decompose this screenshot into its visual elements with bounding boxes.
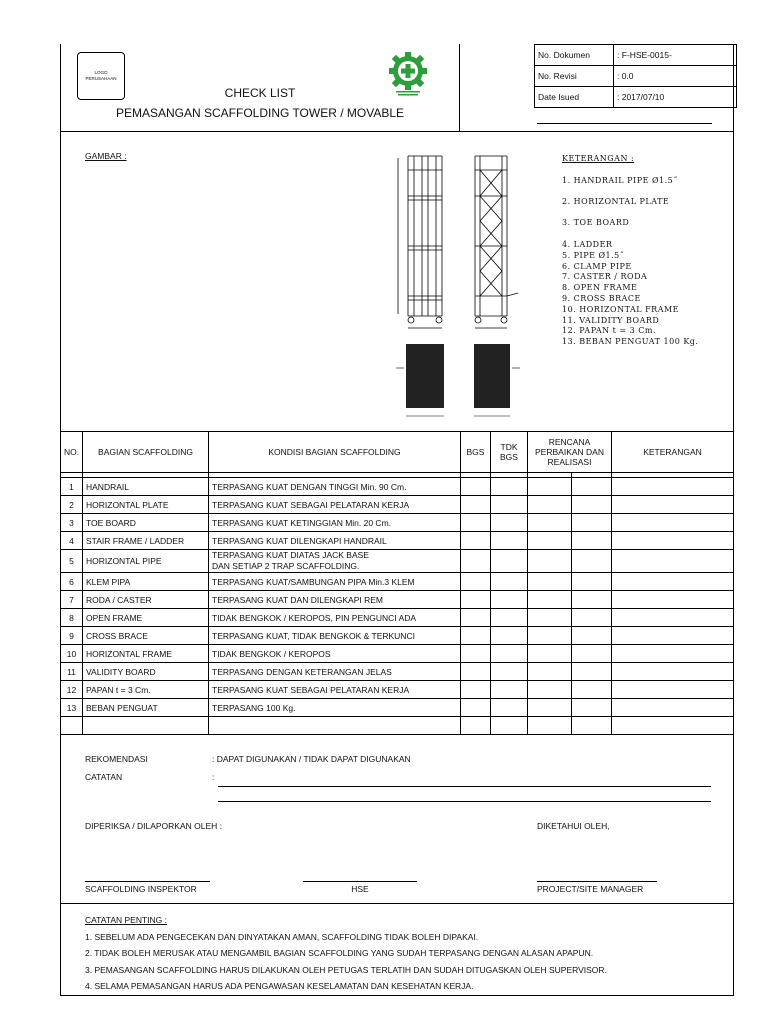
catatan-penting-item-2: 2. TIDAK BOLEH MERUSAK ATAU MENGAMBIL BAGIAN SCAFFOLDING YANG SUDAH TERPASANG DENGAN ALASAN APAPUN. xyxy=(85,948,594,958)
col-header-tdk: TDK xyxy=(500,442,518,452)
table-row xyxy=(61,699,734,717)
row-realisasi[interactable] xyxy=(572,496,612,514)
col-header-rencana xyxy=(528,432,612,473)
table-row xyxy=(61,478,734,496)
row-keterangan[interactable] xyxy=(612,496,734,514)
table-row xyxy=(61,550,734,573)
manager-label: PROJECT/SITE MANAGER xyxy=(537,884,644,894)
row-tdk-bgs-checkbox[interactable] xyxy=(491,663,528,681)
table-row xyxy=(61,514,734,532)
row-bgs-checkbox[interactable] xyxy=(461,609,491,627)
row-kondisi: TERPASANG KUAT SEBAGAI PELATARAN KERJA xyxy=(209,496,461,514)
catatan-colon: : xyxy=(212,772,215,782)
row-number: 6 xyxy=(61,573,83,591)
table-row xyxy=(61,645,734,663)
row-bgs-checkbox[interactable] xyxy=(461,591,491,609)
row-bgs-checkbox[interactable] xyxy=(461,681,491,699)
row-bgs-checkbox[interactable] xyxy=(461,663,491,681)
row-kondisi: TIDAK BENGKOK / KEROPOS, PIN PENGUNCI ADA xyxy=(209,609,461,627)
catatan-penting-title: CATATAN PENTING : xyxy=(85,915,168,925)
notes-divider xyxy=(60,903,733,904)
row-keterangan[interactable] xyxy=(612,478,734,496)
row-kondisi: TERPASANG DENGAN KETERANGAN JELAS xyxy=(209,663,461,681)
row-keterangan[interactable] xyxy=(612,573,734,591)
col-header-keterangan: KETERANGAN xyxy=(612,432,734,473)
row-bagian: PAPAN t = 3 Cm. xyxy=(83,681,209,699)
table-row xyxy=(61,627,734,645)
row-tdk-bgs-checkbox[interactable] xyxy=(491,514,528,532)
row-bgs-checkbox[interactable] xyxy=(461,627,491,645)
keterangan-title: KETERANGAN : xyxy=(562,154,635,163)
row-number: 7 xyxy=(61,591,83,609)
col-header-no: NO. xyxy=(61,432,83,473)
row-keterangan[interactable] xyxy=(612,699,734,717)
col-header-tdk-bgs xyxy=(491,432,528,473)
row-keterangan[interactable] xyxy=(612,550,734,573)
row-rencana-perbaikan[interactable] xyxy=(528,609,572,627)
table-row xyxy=(61,532,734,550)
hse-label: HSE xyxy=(351,884,369,894)
empty-cell[interactable] xyxy=(61,717,83,735)
row-realisasi[interactable] xyxy=(572,550,612,573)
row-number: 13 xyxy=(61,699,83,717)
row-rencana-perbaikan[interactable] xyxy=(528,645,572,663)
row-kondisi: TERPASANG KUAT DENGAN TINGGI Min. 90 Cm. xyxy=(209,478,461,496)
catatan-penting-item-4: 4. SELAMA PEMASANGAN HARUS ADA PENGAWASAN KESELAMATAN DAN KESEHATAN KERJA. xyxy=(85,981,474,991)
row-keterangan[interactable] xyxy=(612,514,734,532)
row-keterangan[interactable] xyxy=(612,645,734,663)
row-tdk-bgs-checkbox[interactable] xyxy=(491,532,528,550)
empty-cell[interactable] xyxy=(528,717,572,735)
row-number: 2 xyxy=(61,496,83,514)
inspektor-label: SCAFFOLDING INSPEKTOR xyxy=(85,884,197,894)
catatan-label: CATATAN xyxy=(85,772,123,782)
row-bgs-checkbox[interactable] xyxy=(461,573,491,591)
row-rencana-perbaikan[interactable] xyxy=(528,591,572,609)
col-header-kondisi: KONDISI BAGIAN SCAFFOLDING xyxy=(209,432,461,473)
row-rencana-perbaikan[interactable] xyxy=(528,532,572,550)
row-number: 9 xyxy=(61,627,83,645)
row-bgs-checkbox[interactable] xyxy=(461,514,491,532)
row-realisasi[interactable] xyxy=(572,478,612,496)
catatan-line-2[interactable] xyxy=(218,801,711,802)
empty-cell[interactable] xyxy=(209,717,461,735)
row-bagian: BEBAN PENGUAT xyxy=(83,699,209,717)
row-kondisi xyxy=(209,550,461,573)
empty-cell[interactable] xyxy=(491,717,528,735)
row-bgs-checkbox[interactable] xyxy=(461,550,491,573)
keterangan-list xyxy=(562,240,698,348)
row-bagian: HORIZONTAL FRAME xyxy=(83,645,209,663)
keterangan-item-7: 7. CASTER / RODA xyxy=(562,272,648,282)
revision-value: : 0.0 xyxy=(614,66,737,87)
row-tdk-bgs-checkbox[interactable] xyxy=(491,591,528,609)
col-header-tdk-bgs-2: BGS xyxy=(500,452,518,462)
checklist-rows xyxy=(61,478,734,735)
col-header-bagian: BAGIAN SCAFFOLDING xyxy=(83,432,209,473)
row-rencana-perbaikan[interactable] xyxy=(528,627,572,645)
row-kondisi: TERPASANG KUAT/SAMBUNGAN PIPA Min.3 KLEM xyxy=(209,573,461,591)
row-number: 10 xyxy=(61,645,83,663)
date-issued-label: Date Isued xyxy=(535,87,614,108)
date-issued-value: : 2017/07/10 xyxy=(614,87,737,108)
keterangan-item-13: 13. BEBAN PENGUAT 100 Kg. xyxy=(562,337,699,347)
row-bagian: HANDRAIL xyxy=(83,478,209,496)
row-kondisi: TERPASANG KUAT SEBAGAI PELATARAN KERJA xyxy=(209,681,461,699)
logo-text-1: LOGO xyxy=(94,70,108,75)
col-header-rencana-1: RENCANA xyxy=(548,437,591,447)
table-empty-row xyxy=(61,717,734,735)
table-row xyxy=(61,681,734,699)
scaffolding-drawing xyxy=(368,148,558,426)
keterangan-item-8: 8. OPEN FRAME xyxy=(562,283,638,293)
page-title: CHECK LIST xyxy=(224,86,296,100)
checklist-table xyxy=(60,431,734,735)
row-number: 8 xyxy=(61,609,83,627)
row-rencana-perbaikan[interactable] xyxy=(528,478,572,496)
row-bagian: TOE BOARD xyxy=(83,514,209,532)
row-kondisi: TERPASANG KUAT, TIDAK BENGKOK & TERKUNCI xyxy=(209,627,461,645)
keterangan-item-9: 9. CROSS BRACE xyxy=(562,293,641,303)
row-number: 5 xyxy=(61,550,83,573)
row-rencana-perbaikan[interactable] xyxy=(528,573,572,591)
row-bagian: HORIZONTAL PIPE xyxy=(83,550,209,573)
row-kondisi-line-2: DAN SETIAP 2 TRAP SCAFFOLDING. xyxy=(212,561,360,571)
row-bgs-checkbox[interactable] xyxy=(461,645,491,663)
catatan-penting xyxy=(85,912,607,995)
row-bagian: OPEN FRAME xyxy=(83,609,209,627)
keterangan-item-1: 1. HANDRAIL PIPE Ø1.5˝ xyxy=(562,176,678,185)
row-tdk-bgs-checkbox[interactable] xyxy=(491,550,528,573)
row-bgs-checkbox[interactable] xyxy=(461,532,491,550)
catatan-penting-item-1: 1. SEBELUM ADA PENGECEKAN DAN DINYATAKAN AMAN, SCAFFOLDING TIDAK BOLEH DIPAKAI. xyxy=(85,931,479,942)
row-tdk-bgs-checkbox[interactable] xyxy=(491,609,528,627)
row-realisasi[interactable] xyxy=(572,532,612,550)
row-keterangan[interactable] xyxy=(612,663,734,681)
row-realisasi[interactable] xyxy=(572,681,612,699)
keterangan-item-10: 10. HORIZONTAL FRAME xyxy=(562,304,680,314)
row-realisasi[interactable] xyxy=(572,699,612,717)
row-realisasi[interactable] xyxy=(572,627,612,645)
catatan-penting-item-3: 3. PEMASANGAN SCAFFOLDING HARUS DILAKUKAN OLEH PETUGAS TERLATIH DAN SUDAH DITUGASKAN OLEH SUPERVISOR. xyxy=(85,964,607,975)
keterangan-item-3: 3. TOE BOARD xyxy=(562,218,630,227)
row-rencana-perbaikan[interactable] xyxy=(528,550,572,573)
row-rencana-perbaikan[interactable] xyxy=(528,514,572,532)
row-bagian: HORIZONTAL PLATE xyxy=(83,496,209,514)
row-rencana-perbaikan[interactable] xyxy=(528,663,572,681)
row-rencana-perbaikan[interactable] xyxy=(528,496,572,514)
row-number: 1 xyxy=(61,478,83,496)
header-divider xyxy=(60,131,733,132)
row-number: 4 xyxy=(61,532,83,550)
empty-cell[interactable] xyxy=(83,717,209,735)
diketahui-label: DIKETAHUI OLEH, xyxy=(537,821,610,831)
row-keterangan[interactable] xyxy=(612,681,734,699)
row-realisasi[interactable] xyxy=(572,591,612,609)
keterangan-item-12: 12. PAPAN t = 3 Cm. xyxy=(562,326,657,336)
row-realisasi[interactable] xyxy=(572,663,612,681)
col-header-rencana-2: PERBAIKAN DAN xyxy=(535,447,604,457)
row-bagian: KLEM PIPA xyxy=(83,573,209,591)
row-number: 11 xyxy=(61,663,83,681)
row-kondisi-line-1: TERPASANG KUAT DIATAS JACK BASE xyxy=(212,550,369,560)
keterangan-item-6: 6. CLAMP PIPE xyxy=(562,261,632,271)
doc-info-underline xyxy=(537,123,712,124)
row-bgs-checkbox[interactable] xyxy=(461,496,491,514)
row-kondisi: TERPASANG KUAT DAN DILENGKAPI REM xyxy=(209,591,461,609)
row-bagian: VALIDITY BOARD xyxy=(83,663,209,681)
row-kondisi: TERPASANG KUAT DILENGKAPI HANDRAIL xyxy=(209,532,461,550)
row-kondisi: TERPASANG 100 Kg. xyxy=(209,699,461,717)
row-number: 3 xyxy=(61,514,83,532)
doc-number-label: No. Dokumen xyxy=(535,45,614,66)
table-row xyxy=(61,573,734,591)
rekomendasi-label: REKOMENDASI xyxy=(85,754,148,764)
keterangan-item-11: 11. VALIDITY BOARD xyxy=(562,315,660,325)
doc-number-value: : F-HSE-0015- xyxy=(614,45,737,66)
row-realisasi[interactable] xyxy=(572,609,612,627)
keterangan-item-2: 2. HORIZONTAL PLATE xyxy=(562,197,670,206)
row-keterangan[interactable] xyxy=(612,627,734,645)
row-bgs-checkbox[interactable] xyxy=(461,699,491,717)
row-keterangan[interactable] xyxy=(612,591,734,609)
row-tdk-bgs-checkbox[interactable] xyxy=(491,645,528,663)
row-tdk-bgs-checkbox[interactable] xyxy=(491,699,528,717)
diperiksa-label: DIPERIKSA / DILAPORKAN OLEH : xyxy=(85,821,222,831)
catatan-line-1[interactable] xyxy=(218,786,711,787)
row-realisasi[interactable] xyxy=(572,514,612,532)
rekomendasi-value[interactable]: : DAPAT DIGUNAKAN / TIDAK DAPAT DIGUNAKAN xyxy=(212,754,411,764)
row-kondisi: TERPASANG KUAT KETINGGIAN Min. 20 Cm. xyxy=(209,514,461,532)
row-tdk-bgs-checkbox[interactable] xyxy=(491,478,528,496)
table-row xyxy=(61,609,734,627)
row-bgs-checkbox[interactable] xyxy=(461,478,491,496)
table-row xyxy=(61,496,734,514)
row-tdk-bgs-checkbox[interactable] xyxy=(491,627,528,645)
empty-cell[interactable] xyxy=(572,717,612,735)
table-row xyxy=(61,591,734,609)
hse-signature-line[interactable] xyxy=(303,881,417,882)
row-keterangan[interactable] xyxy=(612,532,734,550)
manager-signature-line[interactable] xyxy=(537,881,657,882)
table-row xyxy=(61,663,734,681)
table-header-row xyxy=(61,432,734,473)
row-kondisi: TIDAK BENGKOK / KEROPOS xyxy=(209,645,461,663)
row-number: 12 xyxy=(61,681,83,699)
row-rencana-perbaikan[interactable] xyxy=(528,681,572,699)
page-subtitle: PEMASANGAN SCAFFOLDING TOWER / MOVABLE xyxy=(115,106,405,120)
row-tdk-bgs-checkbox[interactable] xyxy=(491,573,528,591)
col-header-rencana-3: REALISASI xyxy=(547,457,592,467)
row-tdk-bgs-checkbox[interactable] xyxy=(491,681,528,699)
col-header-bgs: BGS xyxy=(461,432,491,473)
empty-cell[interactable] xyxy=(461,717,491,735)
row-rencana-perbaikan[interactable] xyxy=(528,699,572,717)
logo-text-2: PERUSAHAAN xyxy=(85,76,117,81)
row-tdk-bgs-checkbox[interactable] xyxy=(491,496,528,514)
gambar-label: GAMBAR : xyxy=(85,151,127,161)
row-realisasi[interactable] xyxy=(572,573,612,591)
empty-cell[interactable] xyxy=(612,717,734,735)
revision-label: No. Revisi xyxy=(535,66,614,87)
inspektor-signature-line[interactable] xyxy=(85,881,210,882)
row-bagian: RODA / CASTER xyxy=(83,591,209,609)
row-keterangan[interactable] xyxy=(612,609,734,627)
row-bagian: CROSS BRACE xyxy=(83,627,209,645)
row-realisasi[interactable] xyxy=(572,645,612,663)
document-info-table xyxy=(534,44,737,108)
keterangan-item-4: 4. LADDER xyxy=(562,240,613,249)
keterangan-item-5: 5. PIPE Ø1.5˝ xyxy=(562,250,625,260)
row-bagian: STAIR FRAME / LADDER xyxy=(83,532,209,550)
